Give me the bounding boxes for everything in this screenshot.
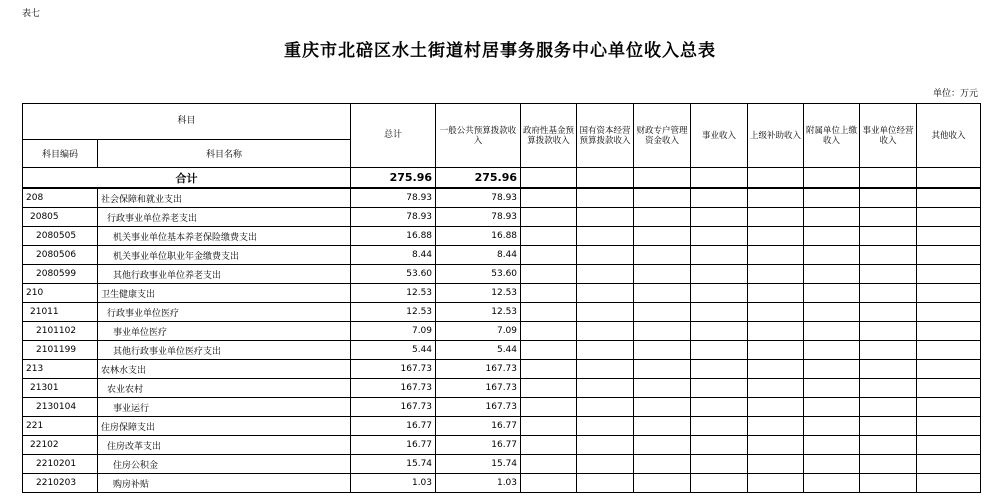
row-total: 53.60 <box>351 265 436 284</box>
row-code: 2080599 <box>23 265 98 284</box>
empty-cell <box>748 398 804 417</box>
empty-cell <box>804 227 860 246</box>
empty-cell <box>804 455 860 474</box>
row-code: 2210201 <box>23 455 98 474</box>
row-name: 其他行政事业单位医疗支出 <box>98 341 351 360</box>
row-name: 事业单位医疗 <box>98 322 351 341</box>
row-code: 2080506 <box>23 246 98 265</box>
empty-cell <box>521 417 577 436</box>
page-title: 重庆市北碚区水土街道村居事务服务中心单位收入总表 <box>284 41 716 61</box>
empty-cell <box>634 417 691 436</box>
row-name: 农林水支出 <box>98 360 351 379</box>
empty-cell <box>860 398 917 417</box>
header-fiscal-special: 财政专户管理资金收入 <box>634 104 691 168</box>
header-subject: 科目 <box>23 104 351 140</box>
row-total: 16.77 <box>351 436 436 455</box>
page-label: 表七 <box>22 9 41 19</box>
empty-cell <box>748 455 804 474</box>
empty-cell <box>577 322 634 341</box>
empty-cell <box>634 436 691 455</box>
empty-cell <box>748 188 804 208</box>
empty-cell <box>577 360 634 379</box>
row-total: 12.53 <box>351 284 436 303</box>
table-row <box>23 322 981 341</box>
empty-cell <box>691 341 748 360</box>
table-row <box>23 208 981 227</box>
header-total: 总计 <box>351 104 436 168</box>
row-total: 78.93 <box>351 188 436 208</box>
total-row <box>23 168 981 189</box>
empty-cell <box>577 436 634 455</box>
table-row <box>23 436 981 455</box>
empty-cell <box>804 341 860 360</box>
row-general: 12.53 <box>436 303 521 322</box>
table-row <box>23 379 981 398</box>
row-code: 21301 <box>23 379 98 398</box>
empty-cell <box>860 341 917 360</box>
row-general: 167.73 <box>436 360 521 379</box>
empty-cell <box>521 284 577 303</box>
empty-cell <box>804 398 860 417</box>
empty-cell <box>577 417 634 436</box>
row-code: 22102 <box>23 436 98 455</box>
empty-cell <box>917 398 981 417</box>
empty-cell <box>860 265 917 284</box>
header-code: 科目编码 <box>23 140 98 168</box>
empty-cell <box>634 208 691 227</box>
table-row <box>23 227 981 246</box>
empty-cell <box>860 379 917 398</box>
empty-cell <box>860 360 917 379</box>
empty-cell <box>748 474 804 493</box>
empty-cell <box>521 322 577 341</box>
empty-cell <box>917 360 981 379</box>
unit-label: 单位：万元 <box>932 89 978 99</box>
table-row <box>23 284 981 303</box>
row-name: 社会保障和就业支出 <box>98 188 351 208</box>
empty-cell <box>804 417 860 436</box>
empty-cell <box>691 322 748 341</box>
empty-cell <box>860 188 917 208</box>
empty-cell <box>634 303 691 322</box>
row-general: 78.93 <box>436 188 521 208</box>
empty-cell <box>917 265 981 284</box>
empty-cell <box>804 436 860 455</box>
row-total: 12.53 <box>351 303 436 322</box>
empty-cell <box>634 284 691 303</box>
empty-cell <box>577 208 634 227</box>
empty-cell <box>634 379 691 398</box>
empty-cell <box>521 379 577 398</box>
row-total: 16.77 <box>351 417 436 436</box>
table-row <box>23 265 981 284</box>
empty-cell <box>804 379 860 398</box>
empty-cell <box>634 360 691 379</box>
header-gov-fund: 政府性基金预算拨款收入 <box>521 104 577 168</box>
table-row <box>23 303 981 322</box>
empty-cell <box>748 379 804 398</box>
row-code: 213 <box>23 360 98 379</box>
row-general: 7.09 <box>436 322 521 341</box>
header-other: 其他收入 <box>917 104 981 168</box>
row-general: 16.88 <box>436 227 521 246</box>
empty-cell <box>634 322 691 341</box>
empty-cell <box>748 246 804 265</box>
empty-cell <box>577 398 634 417</box>
empty-cell <box>521 303 577 322</box>
row-code: 2130104 <box>23 398 98 417</box>
empty-cell <box>577 188 634 208</box>
empty-cell <box>917 417 981 436</box>
empty-cell <box>521 436 577 455</box>
row-general: 5.44 <box>436 341 521 360</box>
row-code: 2101102 <box>23 322 98 341</box>
row-total: 167.73 <box>351 398 436 417</box>
row-total: 16.88 <box>351 227 436 246</box>
empty-cell <box>917 455 981 474</box>
total-general: 275.96 <box>436 168 521 189</box>
empty-cell <box>577 246 634 265</box>
empty-cell <box>521 474 577 493</box>
empty-cell <box>521 360 577 379</box>
row-name: 机关事业单位基本养老保险缴费支出 <box>98 227 351 246</box>
empty-cell <box>634 265 691 284</box>
empty-cell <box>691 436 748 455</box>
empty-cell <box>691 303 748 322</box>
empty-cell <box>748 208 804 227</box>
income-table <box>22 103 981 493</box>
empty-cell <box>634 246 691 265</box>
empty-cell <box>691 188 748 208</box>
empty-cell <box>521 341 577 360</box>
row-name: 事业运行 <box>98 398 351 417</box>
row-code: 20805 <box>23 208 98 227</box>
empty-cell <box>860 284 917 303</box>
table-row <box>23 360 981 379</box>
row-general: 167.73 <box>436 398 521 417</box>
empty-cell <box>804 265 860 284</box>
row-code: 221 <box>23 417 98 436</box>
empty-cell <box>634 398 691 417</box>
row-name: 住房公积金 <box>98 455 351 474</box>
empty-cell <box>634 455 691 474</box>
row-general: 53.60 <box>436 265 521 284</box>
empty-cell <box>691 398 748 417</box>
row-general: 167.73 <box>436 379 521 398</box>
empty-cell <box>521 455 577 474</box>
row-general: 12.53 <box>436 284 521 303</box>
empty-cell <box>577 341 634 360</box>
empty-cell <box>917 474 981 493</box>
empty-cell <box>748 303 804 322</box>
row-general: 1.03 <box>436 474 521 493</box>
table-row <box>23 188 981 208</box>
empty-cell <box>691 474 748 493</box>
row-total: 1.03 <box>351 474 436 493</box>
empty-cell <box>748 341 804 360</box>
empty-cell <box>691 360 748 379</box>
table-row <box>23 455 981 474</box>
empty-cell <box>860 227 917 246</box>
empty-cell <box>577 455 634 474</box>
empty-cell <box>804 303 860 322</box>
empty-cell <box>634 341 691 360</box>
empty-cell <box>804 208 860 227</box>
row-code: 208 <box>23 188 98 208</box>
row-code: 2080505 <box>23 227 98 246</box>
empty-cell <box>917 379 981 398</box>
row-total: 167.73 <box>351 360 436 379</box>
total-value: 275.96 <box>351 168 436 189</box>
empty-cell <box>577 227 634 246</box>
row-code: 21011 <box>23 303 98 322</box>
header-operating: 事业单位经营收入 <box>860 104 917 168</box>
empty-cell <box>521 188 577 208</box>
empty-cell <box>917 188 981 208</box>
empty-cell <box>577 474 634 493</box>
empty-cell <box>691 227 748 246</box>
header-superior-subsidy: 上级补助收入 <box>748 104 804 168</box>
empty-cell <box>521 265 577 284</box>
row-name: 行政事业单位养老支出 <box>98 208 351 227</box>
table-row <box>23 246 981 265</box>
table-row <box>23 341 981 360</box>
empty-cell <box>521 398 577 417</box>
header-business: 事业收入 <box>691 104 748 168</box>
row-general: 8.44 <box>436 246 521 265</box>
empty-cell <box>860 436 917 455</box>
empty-cell <box>748 284 804 303</box>
empty-cell <box>634 227 691 246</box>
empty-cell <box>691 208 748 227</box>
empty-cell <box>917 227 981 246</box>
empty-cell <box>521 227 577 246</box>
header-general-budget: 一般公共预算拨款收入 <box>436 104 521 168</box>
empty-cell <box>691 417 748 436</box>
empty-cell <box>804 188 860 208</box>
empty-cell <box>577 303 634 322</box>
empty-cell <box>917 208 981 227</box>
empty-cell <box>804 246 860 265</box>
row-general: 15.74 <box>436 455 521 474</box>
row-total: 167.73 <box>351 379 436 398</box>
row-general: 78.93 <box>436 208 521 227</box>
row-name: 农业农村 <box>98 379 351 398</box>
table-row <box>23 417 981 436</box>
row-total: 5.44 <box>351 341 436 360</box>
header-affiliated: 附属单位上缴收入 <box>804 104 860 168</box>
empty-cell <box>917 322 981 341</box>
row-name: 行政事业单位医疗 <box>98 303 351 322</box>
row-general: 16.77 <box>436 436 521 455</box>
empty-cell <box>917 284 981 303</box>
row-total: 78.93 <box>351 208 436 227</box>
empty-cell <box>860 474 917 493</box>
row-total: 7.09 <box>351 322 436 341</box>
empty-cell <box>521 208 577 227</box>
row-total: 8.44 <box>351 246 436 265</box>
empty-cell <box>917 246 981 265</box>
empty-cell <box>860 208 917 227</box>
row-name: 购房补贴 <box>98 474 351 493</box>
empty-cell <box>860 246 917 265</box>
empty-cell <box>748 436 804 455</box>
empty-cell <box>804 360 860 379</box>
row-name: 住房保障支出 <box>98 417 351 436</box>
empty-cell <box>748 417 804 436</box>
empty-cell <box>634 188 691 208</box>
empty-cell <box>691 379 748 398</box>
empty-cell <box>917 436 981 455</box>
empty-cell <box>860 322 917 341</box>
row-name: 卫生健康支出 <box>98 284 351 303</box>
empty-cell <box>577 265 634 284</box>
row-general: 16.77 <box>436 417 521 436</box>
empty-cell <box>691 455 748 474</box>
empty-cell <box>860 303 917 322</box>
empty-cell <box>748 265 804 284</box>
row-name: 住房改革支出 <box>98 436 351 455</box>
empty-cell <box>634 474 691 493</box>
empty-cell <box>860 455 917 474</box>
table-row <box>23 398 981 417</box>
row-code: 2101199 <box>23 341 98 360</box>
empty-cell <box>860 417 917 436</box>
row-name: 其他行政事业单位养老支出 <box>98 265 351 284</box>
empty-cell <box>748 227 804 246</box>
table-row <box>23 474 981 493</box>
empty-cell <box>917 303 981 322</box>
total-label: 合计 <box>23 168 351 189</box>
empty-cell <box>804 474 860 493</box>
header-name: 科目名称 <box>98 140 351 168</box>
header-state-capital: 国有资本经营预算拨款收入 <box>577 104 634 168</box>
empty-cell <box>804 322 860 341</box>
row-name: 机关事业单位职业年金缴费支出 <box>98 246 351 265</box>
empty-cell <box>521 246 577 265</box>
row-total: 15.74 <box>351 455 436 474</box>
empty-cell <box>748 322 804 341</box>
row-code: 2210203 <box>23 474 98 493</box>
row-code: 210 <box>23 284 98 303</box>
empty-cell <box>917 341 981 360</box>
empty-cell <box>691 265 748 284</box>
empty-cell <box>748 360 804 379</box>
empty-cell <box>577 379 634 398</box>
empty-cell <box>691 246 748 265</box>
empty-cell <box>691 284 748 303</box>
empty-cell <box>577 284 634 303</box>
empty-cell <box>804 284 860 303</box>
